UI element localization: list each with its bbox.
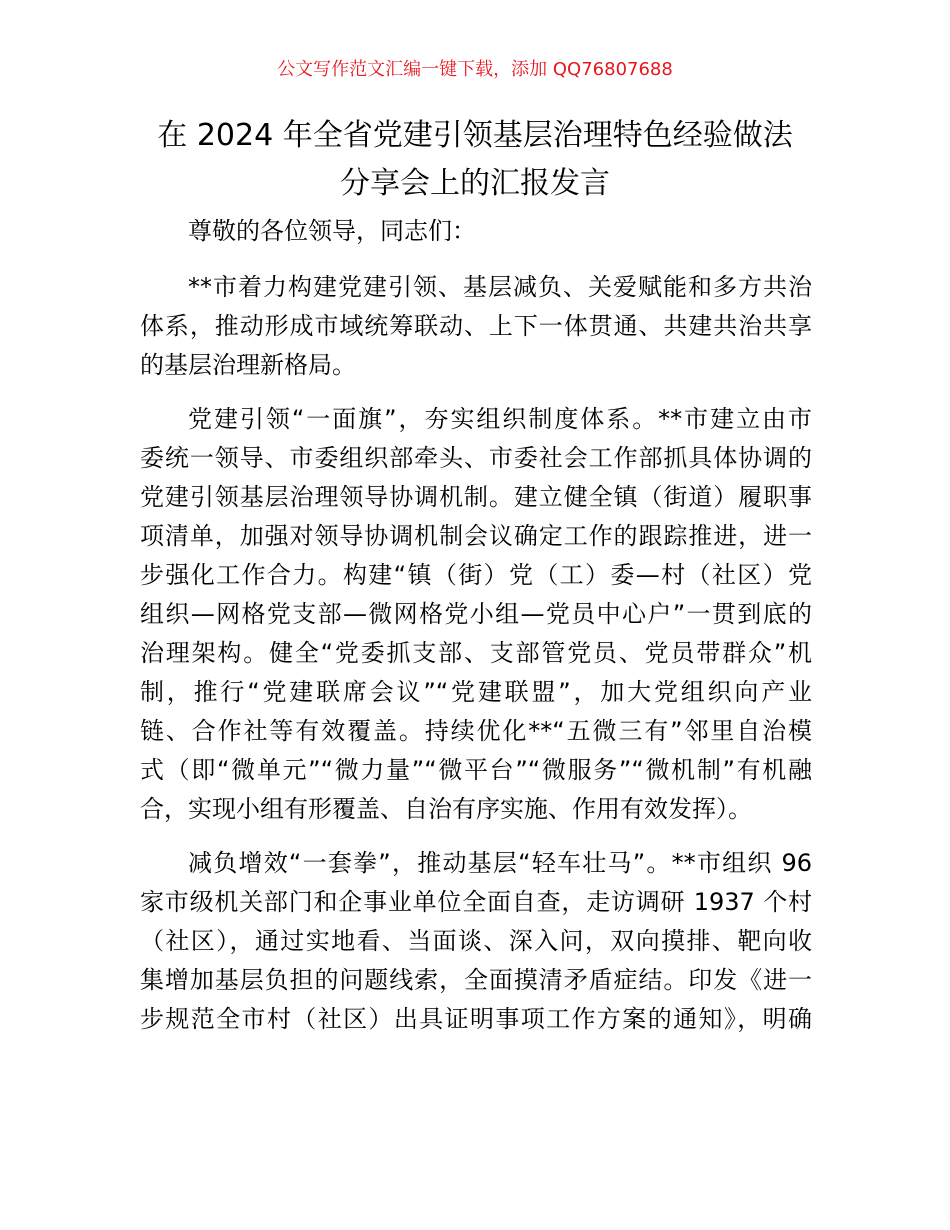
- paragraph-burden-reduction: [140, 844, 812, 1039]
- text-line: 组织—网格党支部—微网格党小组—党员中心户”一贯到底的: [140, 600, 812, 628]
- text-line: 集增加基层负担的问题线索，全面摸清矛盾症结。印发《进一: [140, 966, 812, 994]
- text-line: **市着力构建党建引领、基层减负、关爱赋能和多方共治: [188, 273, 812, 301]
- text-line: 减负增效“一套拳”，推动基层“轻车壮马”。**市组织 96: [188, 849, 812, 877]
- text-line: 合，实现小组有形覆盖、自治有序实施、作用有效发挥）。: [140, 795, 752, 823]
- text-line: 链、合作社等有效覆盖。持续优化**“五微三有”邻里自治模: [140, 717, 812, 745]
- text-line: 步规范全市村（社区）出具证明事项工作方案的通知》，明确: [140, 1005, 812, 1033]
- text-line: 制，推行“党建联席会议”“党建联盟”，加大党组织向产业: [140, 678, 812, 706]
- title-line-2: 分享会上的汇报发言: [340, 166, 610, 201]
- text-line: 项清单，加强对领导协调机制会议确定工作的跟踪推进，进一: [140, 522, 812, 550]
- text-line: 家市级机关部门和企事业单位全面自查，走访调研 1937 个村: [140, 888, 812, 916]
- salutation: 尊敬的各位领导，同志们：: [188, 217, 476, 245]
- text-line: 的基层治理新格局。: [140, 351, 356, 379]
- text-line: 式（即“微单元”“微力量”“微平台”“微服务”“微机制”有机融: [140, 756, 812, 784]
- paragraph-party-leadership: [140, 400, 812, 829]
- document-title: [130, 112, 820, 208]
- download-banner: 公文写作范文汇编一键下载，添加 QQ76807688: [277, 59, 673, 80]
- text-line: 委统一领导、市委组织部牵头、市委社会工作部抓具体协调的: [140, 444, 812, 472]
- text-line: 步强化工作合力。构建“镇（街）党（工）委—村（社区）党: [140, 561, 812, 589]
- text-line: （社区），通过实地看、当面谈、深入问，双向摸排、靶向收: [140, 927, 812, 955]
- paragraph-intro: [140, 268, 812, 385]
- title-line-1: 在 2024 年全省党建引领基层治理特色经验做法: [157, 118, 793, 153]
- text-line: 治理架构。健全“党委抓支部、支部管党员、党员带群众”机: [140, 639, 812, 667]
- text-line: 党建引领基层治理领导协调机制。建立健全镇（街道）履职事: [140, 483, 812, 511]
- text-line: 体系，推动形成市域统筹联动、上下一体贯通、共建共治共享: [140, 312, 812, 340]
- text-line: 党建引领“一面旗”，夯实组织制度体系。**市建立由市: [188, 405, 812, 433]
- document-body: [140, 212, 812, 1054]
